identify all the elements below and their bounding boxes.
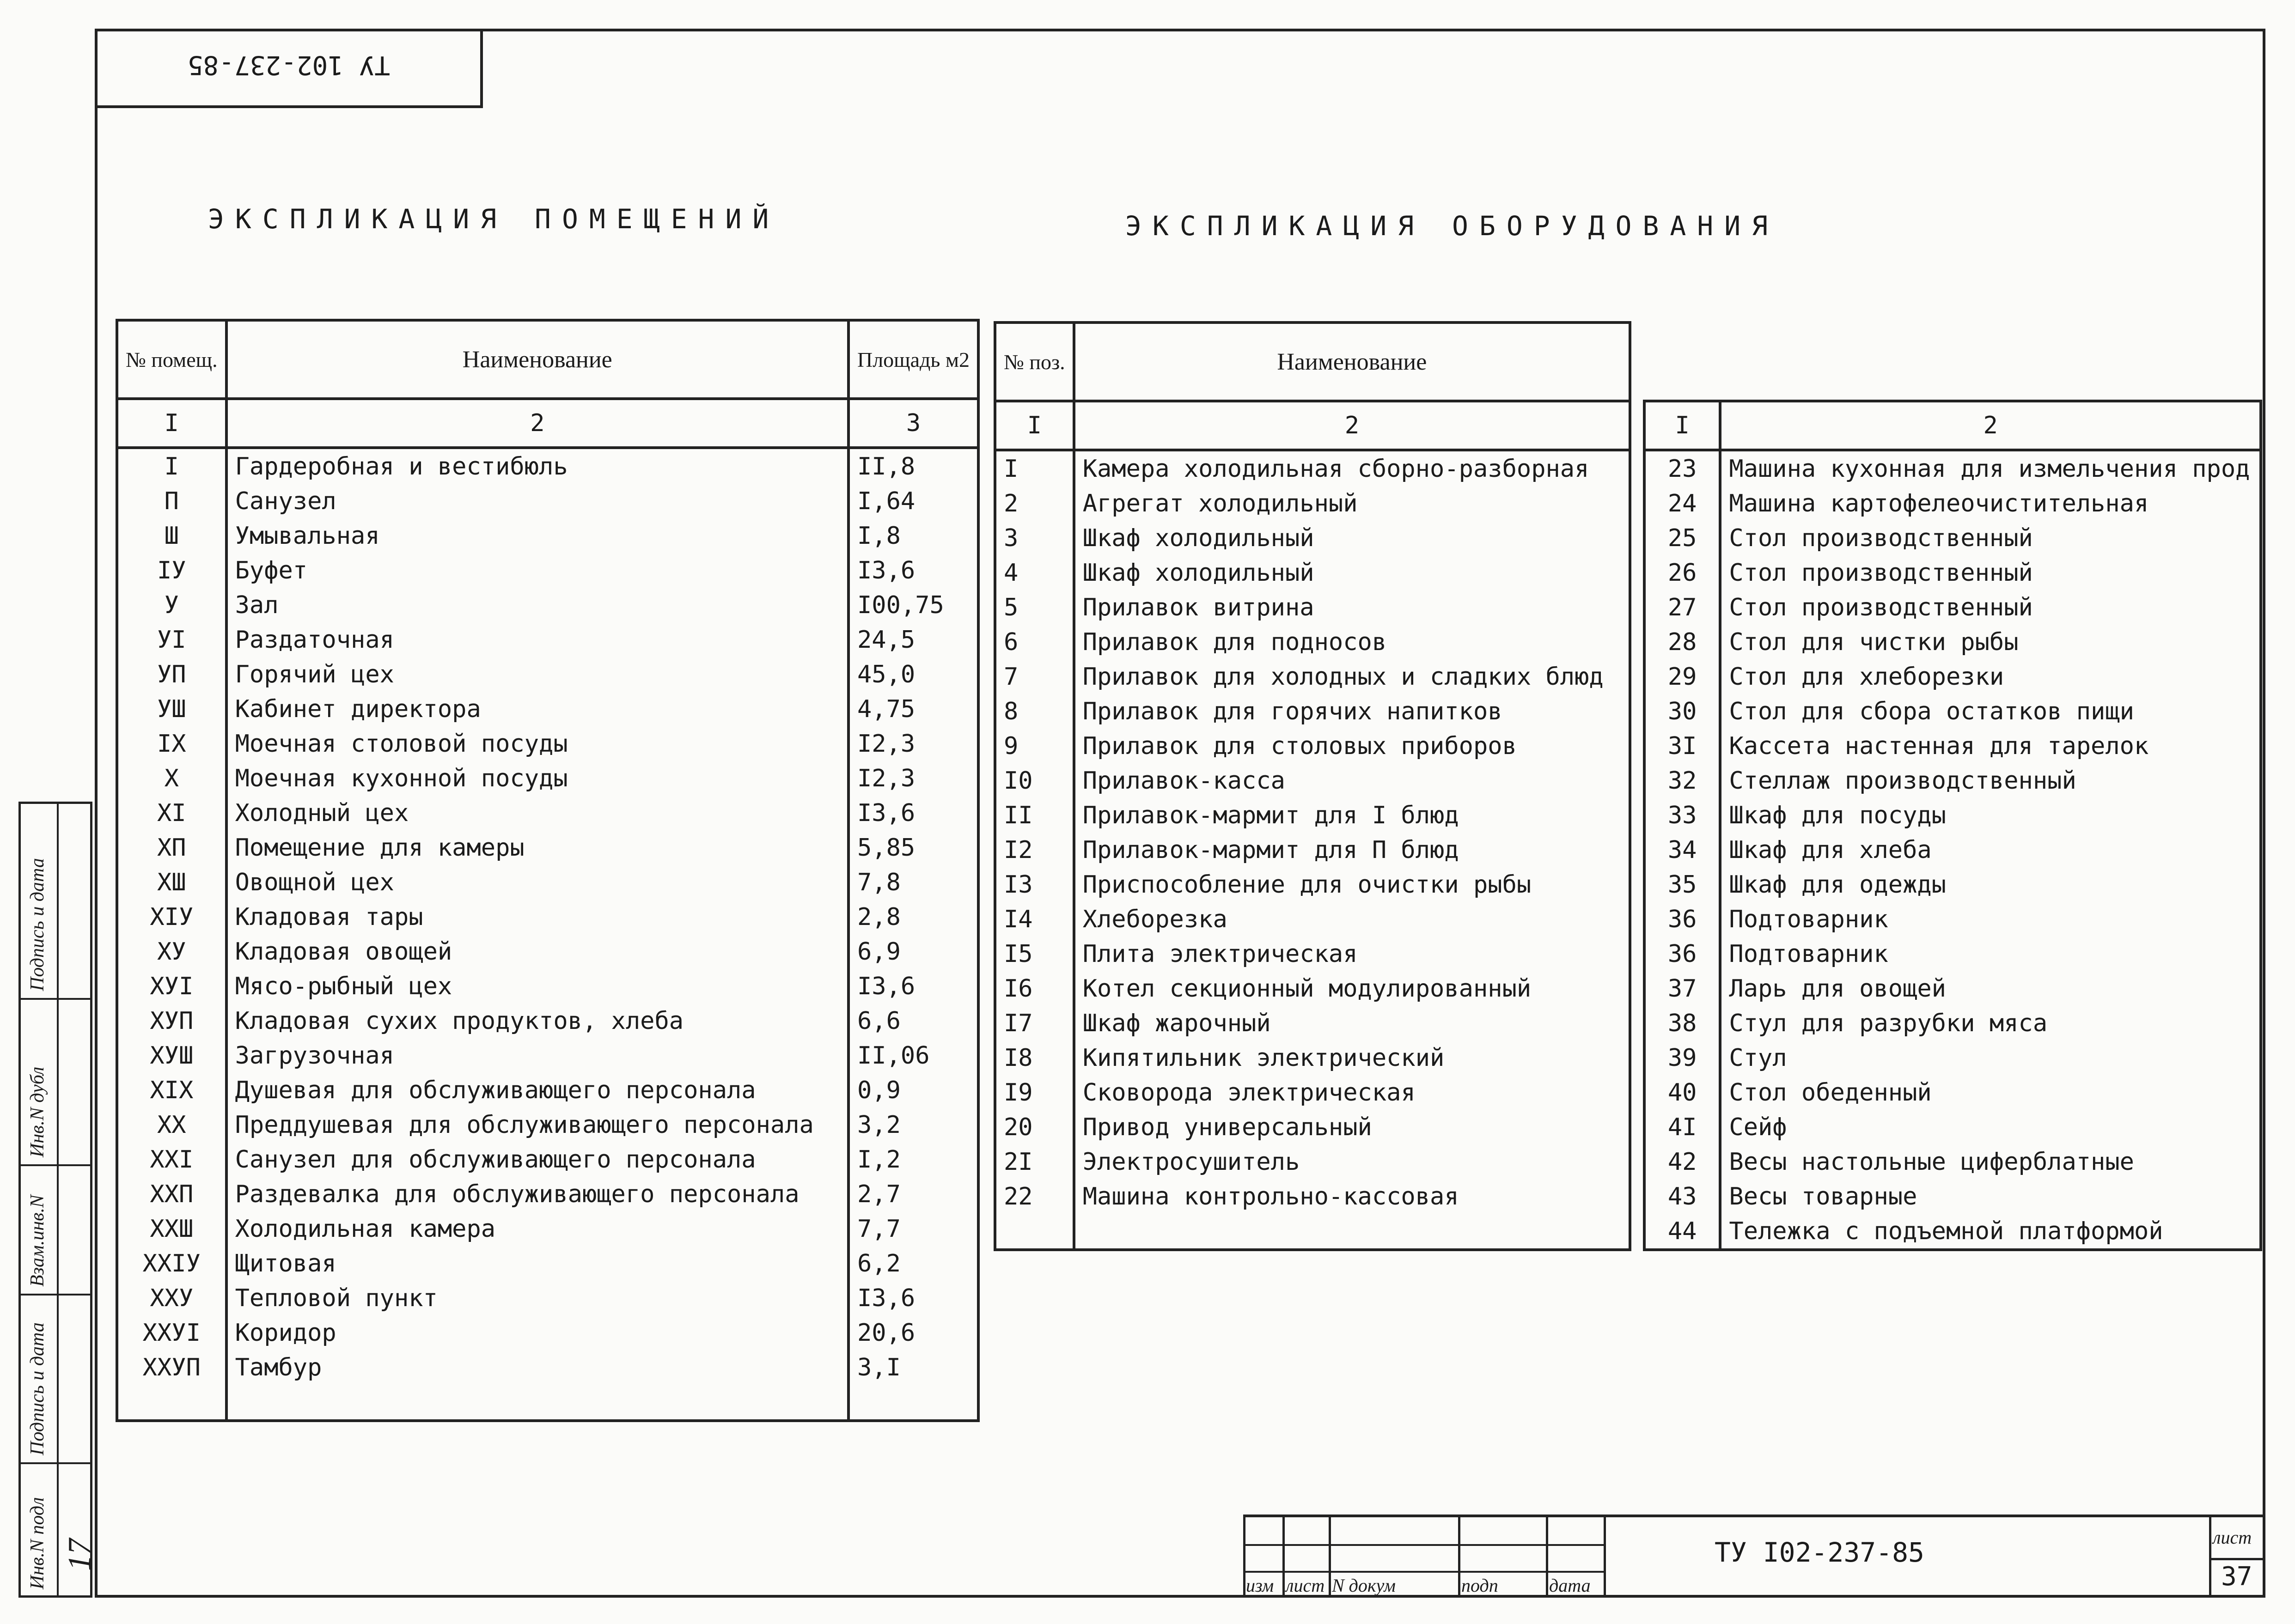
equipment-right-cell: 43 — [1644, 1179, 1720, 1214]
rooms-table-cell: XIУ — [117, 900, 226, 934]
rooms-table-cell: Ш — [117, 518, 226, 553]
equipment-right-cell: Стул — [1720, 1040, 2261, 1075]
equipment-left-row — [995, 486, 1630, 521]
equipment-left-row — [995, 1006, 1630, 1040]
equipment-left-cell: 4 — [995, 555, 1074, 590]
equipment-right-row — [1644, 1040, 2261, 1075]
equipment-left-cell: Приспособление для очистки рыбы — [1074, 867, 1630, 902]
equipment-right-cell: Тележка с подъемной платформой — [1720, 1214, 2261, 1250]
rooms-table-cell: Моечная столовой посуды — [226, 726, 848, 761]
equipment-left-row — [995, 971, 1630, 1006]
rooms-table-cell: УП — [117, 657, 226, 692]
equipment-right-row — [1644, 625, 2261, 659]
rooms-table-row — [117, 518, 978, 553]
equipment-left-row — [995, 625, 1630, 659]
rooms-table-cell: I2,3 — [848, 761, 978, 796]
equipment-left-cell: 2 — [995, 486, 1074, 521]
rooms-table-row — [117, 1107, 978, 1142]
equipment-right-cell: 42 — [1644, 1144, 1720, 1179]
equipment-left-cell: II — [995, 798, 1074, 833]
equipment-left-row — [995, 1110, 1630, 1144]
rooms-table-row — [117, 934, 978, 969]
equipment-right-cell: Машина кухонная для измельчения прод — [1720, 450, 2261, 486]
rooms-table-cell: 2,7 — [848, 1177, 978, 1211]
rooms-table-cell: IУ — [117, 553, 226, 588]
equipment-right-row — [1644, 1214, 2261, 1250]
rooms-table-cell: Коридор — [226, 1315, 848, 1350]
rooms-table-cell: Горячий цех — [226, 657, 848, 692]
equipment-left-cell: 9 — [995, 729, 1074, 763]
equipment-right-cell: Шкаф для хлеба — [1720, 833, 2261, 867]
equipment-left-cell: I8 — [995, 1040, 1074, 1075]
equipment-right-cell: Кассета настенная для тарелок — [1720, 729, 2261, 763]
equipment-left-row — [995, 521, 1630, 555]
side-label-sign-date-1: Подпись и дата — [27, 1322, 48, 1455]
equipment-left-row — [995, 1144, 1630, 1179]
equipment-right-cell: Весы настольные циферблатные — [1720, 1144, 2261, 1179]
sheet-label: лист — [2213, 1527, 2252, 1548]
equipment-right-colnum-2: 2 — [1720, 401, 2261, 450]
equipment-right-row — [1644, 521, 2261, 555]
equipment-right-cell: 34 — [1644, 833, 1720, 867]
equipment-left-cell: 7 — [995, 659, 1074, 694]
equipment-left-row — [995, 729, 1630, 763]
equipment-right-cell: Стеллаж производственный — [1720, 763, 2261, 798]
equipment-right-row — [1644, 798, 2261, 833]
equipment-heading: ЭКСПЛИКАЦИЯ ОБОРУДОВАНИЯ — [1125, 210, 1779, 242]
rooms-table-row — [117, 1073, 978, 1107]
rooms-table-row — [117, 1142, 978, 1177]
rooms-table-cell: Буфет — [226, 553, 848, 588]
equipment-left-row — [995, 659, 1630, 694]
rooms-table-cell: XXП — [117, 1177, 226, 1211]
rooms-header-name: Наименование — [226, 320, 848, 399]
side-label-vzam-inv: Взам.инв.N — [27, 1195, 48, 1287]
equipment-right-row — [1644, 659, 2261, 694]
rooms-table-row — [117, 1315, 978, 1350]
equipment-left-cell: 5 — [995, 590, 1074, 625]
rooms-table-cell: XXУI — [117, 1315, 226, 1350]
equipment-right-cell: 3I — [1644, 729, 1720, 763]
equipment-header-num: № поз. — [995, 322, 1074, 401]
rooms-table-cell: 6,2 — [848, 1246, 978, 1281]
equipment-right-row — [1644, 1110, 2261, 1144]
rooms-table-cell: 7,7 — [848, 1211, 978, 1246]
rooms-table-cell: 6,9 — [848, 934, 978, 969]
rooms-table-cell: Кладовая овощей — [226, 934, 848, 969]
equipment-left-cell: I5 — [995, 937, 1074, 971]
equipment-right-cell: 28 — [1644, 625, 1720, 659]
equipment-right-cell: Подтоварник — [1720, 937, 2261, 971]
equipment-right-cell: 26 — [1644, 555, 1720, 590]
equipment-left-cell: 6 — [995, 625, 1074, 659]
rooms-table-row — [117, 448, 978, 484]
equipment-left-row — [995, 694, 1630, 729]
equipment-right-cell: 36 — [1644, 902, 1720, 937]
rooms-table-cell: Овощной цех — [226, 865, 848, 900]
rooms-table-cell: XУ — [117, 934, 226, 969]
equipment-left-cell: I7 — [995, 1006, 1074, 1040]
equipment-right-cell: Машина картофелеочистительная — [1720, 486, 2261, 521]
rooms-header-area: Площадь м2 — [848, 320, 978, 399]
rooms-table-cell: XXIУ — [117, 1246, 226, 1281]
rooms-table-cell: Холодильная камера — [226, 1211, 848, 1246]
equipment-right-row — [1644, 971, 2261, 1006]
equipment-left-cell: Шкаф холодильный — [1074, 521, 1630, 555]
equipment-left-cell: 8 — [995, 694, 1074, 729]
equipment-right-cell: 33 — [1644, 798, 1720, 833]
rooms-table-cell: Умывальная — [226, 518, 848, 553]
rooms-table-cell: Душевая для обслуживающего персонала — [226, 1073, 848, 1107]
rooms-table-cell: 0,9 — [848, 1073, 978, 1107]
equipment-left-row — [995, 937, 1630, 971]
rooms-table-row — [117, 1177, 978, 1211]
equipment-right-row — [1644, 1006, 2261, 1040]
equipment-right-cell: Стол производственный — [1720, 555, 2261, 590]
rooms-table-cell: Гардеробная и вестибюль — [226, 448, 848, 484]
equipment-left-cell: I — [995, 450, 1074, 486]
rooms-table-cell: I,8 — [848, 518, 978, 553]
rooms-table-cell: XXУ — [117, 1281, 226, 1315]
equipment-right-row — [1644, 1144, 2261, 1179]
equipment-left-cell: Хлеборезка — [1074, 902, 1630, 937]
rooms-table-cell: XXШ — [117, 1211, 226, 1246]
rooms-table-row — [117, 1246, 978, 1281]
title-label-list: лист — [1286, 1575, 1325, 1596]
rooms-table-cell: Помещение для камеры — [226, 830, 848, 865]
equipment-right-row — [1644, 590, 2261, 625]
rooms-table-cell: Щитовая — [226, 1246, 848, 1281]
equipment-right-cell: Стул для разрубки мяса — [1720, 1006, 2261, 1040]
equipment-left-row — [995, 450, 1630, 486]
equipment-right-cell: Стол обеденный — [1720, 1075, 2261, 1110]
rooms-table-row — [117, 484, 978, 518]
equipment-left-cell: Прилавок-мармит для П блюд — [1074, 833, 1630, 867]
equipment-left-row — [995, 902, 1630, 937]
rooms-table-row — [117, 1350, 978, 1385]
equipment-right-row — [1644, 729, 2261, 763]
equipment-right-cell: 32 — [1644, 763, 1720, 798]
equipment-left-cell: I0 — [995, 763, 1074, 798]
rooms-table-cell: II,8 — [848, 448, 978, 484]
rooms-table-cell: I3,6 — [848, 1281, 978, 1315]
rooms-table-cell: XП — [117, 830, 226, 865]
equipment-right-cell: Ларь для овощей — [1720, 971, 2261, 1006]
equipment-left-row — [995, 1075, 1630, 1110]
equipment-right-cell: 38 — [1644, 1006, 1720, 1040]
rooms-table-cell: Кабинет директора — [226, 692, 848, 726]
rooms-table-row — [117, 1038, 978, 1073]
equipment-colnum-1: I — [995, 401, 1074, 450]
equipment-right-row — [1644, 450, 2261, 486]
rooms-table-cell: 3,2 — [848, 1107, 978, 1142]
rooms-table-cell: 4,75 — [848, 692, 978, 726]
rooms-table-cell: I,64 — [848, 484, 978, 518]
rooms-colnum-1: I — [117, 399, 226, 448]
equipment-left-cell: I9 — [995, 1075, 1074, 1110]
equipment-left-cell: I4 — [995, 902, 1074, 937]
equipment-header-name: Наименование — [1074, 322, 1630, 401]
equipment-left-cell: Прилавок витрина — [1074, 590, 1630, 625]
rooms-table-cell: 45,0 — [848, 657, 978, 692]
equipment-left-row — [995, 833, 1630, 867]
equipment-right-cell: Сейф — [1720, 1110, 2261, 1144]
rooms-table-row — [117, 657, 978, 692]
rooms-table-row — [117, 1004, 978, 1038]
equipment-table-right — [1643, 400, 2262, 1251]
equipment-right-row — [1644, 833, 2261, 867]
rooms-table-cell: IX — [117, 726, 226, 761]
rooms-heading: ЭКСПЛИКАЦИЯ ПОМЕЩЕНИЙ — [208, 203, 780, 235]
title-label-izm: изм — [1246, 1575, 1274, 1596]
rooms-table-cell: 2,8 — [848, 900, 978, 934]
equipment-left-cell: Прилавок для столовых приборов — [1074, 729, 1630, 763]
rooms-table-cell: I — [117, 448, 226, 484]
rooms-table-row — [117, 692, 978, 726]
side-registration-strip — [18, 802, 98, 1598]
side-label-inv-dubl: Инв.N дубл — [27, 1066, 48, 1157]
rooms-table-row — [117, 830, 978, 865]
equipment-left-cell: Котел секционный модулированный — [1074, 971, 1630, 1006]
equipment-right-cell: 44 — [1644, 1214, 1720, 1250]
rooms-table-cell: Санузел — [226, 484, 848, 518]
equipment-right-cell: 37 — [1644, 971, 1720, 1006]
rooms-table-cell: Тамбур — [226, 1350, 848, 1385]
equipment-right-cell: Стол для сбора остатков пищи — [1720, 694, 2261, 729]
equipment-left-cell: Электросушитель — [1074, 1144, 1630, 1179]
equipment-left-cell: 2I — [995, 1144, 1074, 1179]
equipment-left-cell: Прилавок для подносов — [1074, 625, 1630, 659]
rooms-table-cell: I3,6 — [848, 553, 978, 588]
rooms-table-cell: П — [117, 484, 226, 518]
equipment-left-cell: Агрегат холодильный — [1074, 486, 1630, 521]
equipment-right-row — [1644, 1179, 2261, 1214]
rooms-table-cell: I2,3 — [848, 726, 978, 761]
title-label-sign: подп — [1461, 1575, 1498, 1596]
rooms-table-cell: I,2 — [848, 1142, 978, 1177]
equipment-right-cell: 39 — [1644, 1040, 1720, 1075]
rooms-table-row — [117, 1211, 978, 1246]
equipment-left-row — [995, 555, 1630, 590]
rooms-table-cell: Раздевалка для обслуживающего персонала — [226, 1177, 848, 1211]
title-label-doc: N докум — [1332, 1575, 1396, 1596]
equipment-left-row — [995, 763, 1630, 798]
equipment-left-cell: Кипятильник электрический — [1074, 1040, 1630, 1075]
equipment-right-cell: 40 — [1644, 1075, 1720, 1110]
equipment-right-row — [1644, 937, 2261, 971]
equipment-right-cell: 23 — [1644, 450, 1720, 486]
equipment-left-cell: 22 — [995, 1179, 1074, 1214]
rooms-table-cell: XШ — [117, 865, 226, 900]
equipment-right-row — [1644, 1075, 2261, 1110]
equipment-right-row — [1644, 867, 2261, 902]
equipment-left-row — [995, 1040, 1630, 1075]
rooms-table-cell: Кладовая тары — [226, 900, 848, 934]
equipment-right-row — [1644, 694, 2261, 729]
rooms-table-cell: XIX — [117, 1073, 226, 1107]
rooms-table-cell: 3,I — [848, 1350, 978, 1385]
rooms-table-cell: 6,6 — [848, 1004, 978, 1038]
rooms-colnum-2: 2 — [226, 399, 848, 448]
title-label-date: дата — [1549, 1575, 1591, 1596]
rooms-table-cell: Тепловой пункт — [226, 1281, 848, 1315]
rooms-table-row — [117, 1281, 978, 1315]
equipment-right-cell: Весы товарные — [1720, 1179, 2261, 1214]
equipment-right-row — [1644, 486, 2261, 521]
equipment-colnum-2: 2 — [1074, 401, 1630, 450]
rooms-table-cell: XX — [117, 1107, 226, 1142]
equipment-left-cell: Прилавок-мармит для I блюд — [1074, 798, 1630, 833]
rooms-header-num: № помещ. — [117, 320, 226, 399]
rooms-table-cell: 7,8 — [848, 865, 978, 900]
sheet-number: 37 — [2221, 1562, 2252, 1592]
rooms-table-cell: XXI — [117, 1142, 226, 1177]
rooms-table-cell: XI — [117, 796, 226, 830]
rooms-table-cell: Санузел для обслуживающего персонала — [226, 1142, 848, 1177]
equipment-right-cell: Подтоварник — [1720, 902, 2261, 937]
rooms-table-cell: XУШ — [117, 1038, 226, 1073]
equipment-right-cell: 30 — [1644, 694, 1720, 729]
rooms-table-cell: II,06 — [848, 1038, 978, 1073]
top-document-code: ТУ 102-237-85 — [187, 50, 391, 80]
equipment-left-cell: I2 — [995, 833, 1074, 867]
equipment-left-cell: Плита электрическая — [1074, 937, 1630, 971]
rooms-table-cell: X — [117, 761, 226, 796]
equipment-left-row — [995, 1179, 1630, 1214]
equipment-right-cell: Стол производственный — [1720, 590, 2261, 625]
rooms-table-cell: УШ — [117, 692, 226, 726]
rooms-table-row — [117, 900, 978, 934]
equipment-right-row — [1644, 763, 2261, 798]
title-code: ТУ I02-237-85 — [1715, 1537, 1924, 1568]
rooms-table-row — [117, 761, 978, 796]
rooms-table-cell: 5,85 — [848, 830, 978, 865]
equipment-table-left — [994, 321, 1631, 1251]
rooms-table-cell: Загрузочная — [226, 1038, 848, 1073]
equipment-left-cell: Шкаф жарочный — [1074, 1006, 1630, 1040]
equipment-left-row — [995, 590, 1630, 625]
rooms-table-cell: Раздаточная — [226, 622, 848, 657]
equipment-left-cell: Сковорода электрическая — [1074, 1075, 1630, 1110]
rooms-table-cell: Кладовая сухих продуктов, хлеба — [226, 1004, 848, 1038]
equipment-right-cell: 29 — [1644, 659, 1720, 694]
equipment-right-cell: Шкаф для одежды — [1720, 867, 2261, 902]
title-block — [1243, 1515, 2265, 1600]
equipment-right-row — [1644, 555, 2261, 590]
equipment-left-cell: Машина контрольно-кассовая — [1074, 1179, 1630, 1214]
equipment-left-cell: Камера холодильная сборно-разборная — [1074, 450, 1630, 486]
equipment-right-cell: Стол для чистки рыбы — [1720, 625, 2261, 659]
equipment-right-cell: 4I — [1644, 1110, 1720, 1144]
rooms-table-row — [117, 588, 978, 622]
side-label-inv-podl: Инв.N подл — [27, 1497, 48, 1589]
equipment-right-cell: Стол для хлеборезки — [1720, 659, 2261, 694]
rooms-table-row — [117, 622, 978, 657]
equipment-right-cell: Стол производственный — [1720, 521, 2261, 555]
equipment-left-cell: I6 — [995, 971, 1074, 1006]
rooms-table-row — [117, 969, 978, 1004]
rooms-table-row — [117, 553, 978, 588]
rooms-table-cell: I3,6 — [848, 796, 978, 830]
equipment-left-row — [995, 867, 1630, 902]
rooms-table-cell: I3,6 — [848, 969, 978, 1004]
top-document-code-stamp — [95, 29, 483, 108]
equipment-right-cell: 35 — [1644, 867, 1720, 902]
equipment-right-cell: 25 — [1644, 521, 1720, 555]
rooms-table-cell: XУI — [117, 969, 226, 1004]
rooms-table-cell: Моечная кухонной посуды — [226, 761, 848, 796]
equipment-left-cell: 20 — [995, 1110, 1074, 1144]
rooms-table-row — [117, 796, 978, 830]
rooms-table-cell: Мясо-рыбный цех — [226, 969, 848, 1004]
rooms-table-row — [117, 865, 978, 900]
rooms-table-cell: У — [117, 588, 226, 622]
equipment-left-cell: Шкаф холодильный — [1074, 555, 1630, 590]
equipment-right-colnum-1: I — [1644, 401, 1720, 450]
rooms-table-cell: I00,75 — [848, 588, 978, 622]
rooms-table — [116, 319, 980, 1422]
rooms-table-cell: 20,6 — [848, 1315, 978, 1350]
equipment-right-cell: 24 — [1644, 486, 1720, 521]
equipment-right-cell: 27 — [1644, 590, 1720, 625]
rooms-table-cell: Преддушевая для обслуживающего персонала — [226, 1107, 848, 1142]
equipment-right-cell: Шкаф для посуды — [1720, 798, 2261, 833]
rooms-table-row — [117, 726, 978, 761]
equipment-left-cell: Прилавок для горячих напитков — [1074, 694, 1630, 729]
rooms-table-cell: Холодный цех — [226, 796, 848, 830]
equipment-left-cell: 3 — [995, 521, 1074, 555]
rooms-table-cell: 24,5 — [848, 622, 978, 657]
rooms-table-cell: УI — [117, 622, 226, 657]
equipment-left-row — [995, 798, 1630, 833]
equipment-left-cell: Прилавок для холодных и сладких блюд — [1074, 659, 1630, 694]
rooms-table-cell: Зал — [226, 588, 848, 622]
side-handwritten-number: 17 — [62, 1539, 98, 1571]
rooms-table-cell: XXУП — [117, 1350, 226, 1385]
equipment-left-cell: Привод универсальный — [1074, 1110, 1630, 1144]
equipment-left-cell: I3 — [995, 867, 1074, 902]
equipment-right-cell: 36 — [1644, 937, 1720, 971]
equipment-left-cell: Прилавок-касса — [1074, 763, 1630, 798]
equipment-right-row — [1644, 902, 2261, 937]
rooms-colnum-3: 3 — [848, 399, 978, 448]
side-label-sign-date-2: Подпись и дата — [27, 858, 48, 991]
rooms-table-cell: XУП — [117, 1004, 226, 1038]
